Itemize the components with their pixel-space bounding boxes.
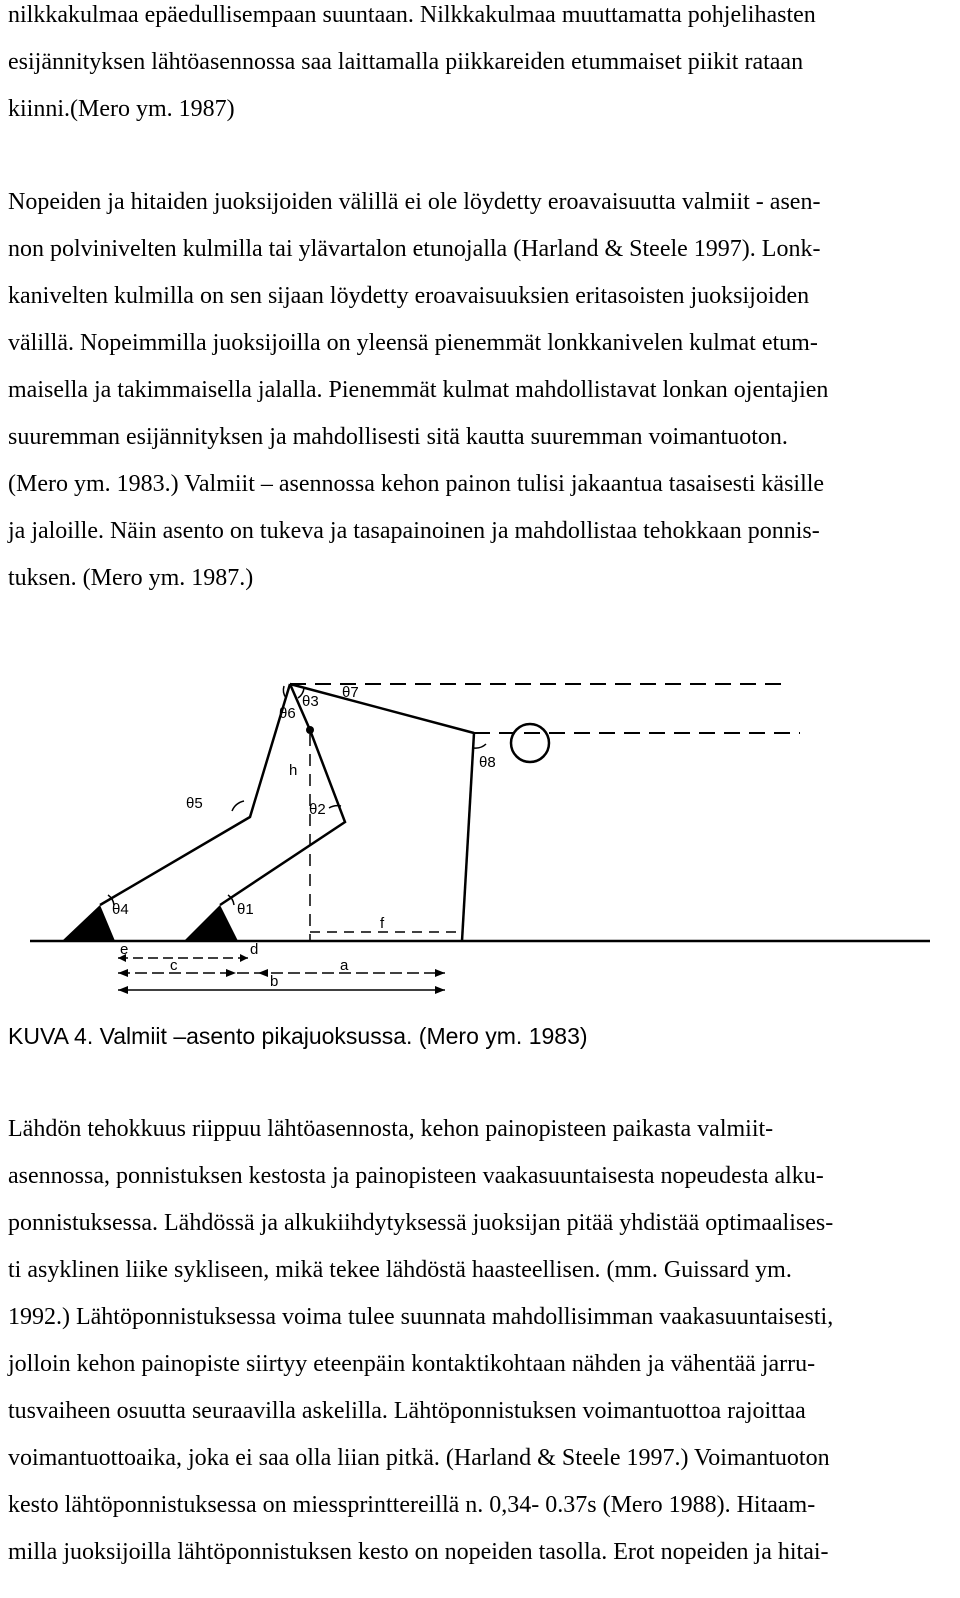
text-line: jolloin kehon painopiste siirtyy eteenpäin kontaktikohtaan nähden ja vähentää jarru-: [8, 1351, 816, 1377]
label-theta8: θ8: [479, 754, 496, 771]
label-h: h: [289, 762, 298, 779]
text-line: Nopeiden ja hitaiden juoksijoiden välillä ei ole löydetty eroavaisuutta valmiit - asen-: [8, 189, 821, 215]
text-line: (Mero ym. 1983.) Valmiit – asennossa kehon painon tulisi jakaantua tasaisesti käsille: [8, 471, 825, 497]
label-theta2: θ2: [309, 801, 326, 818]
label-theta1: θ1: [237, 901, 254, 918]
text-line: maisella ja takimmaisella jalalla. Pienemmät kulmat mahdollistavat lonkan ojentajien: [8, 377, 829, 403]
text-line: tuksen. (Mero ym. 1987.): [8, 565, 254, 591]
text-line: asennossa, ponnistuksen kestosta ja painopisteen vaakasuuntaisesta nopeudesta alku-: [8, 1163, 824, 1189]
figure-caption: KUVA 4. Valmiit –asento pikajuoksussa. (Mero ym. 1983): [8, 1023, 588, 1049]
label-c: c: [170, 957, 178, 974]
text-line: kiinni.(Mero ym. 1987): [8, 96, 235, 122]
rear-block: [62, 905, 115, 941]
text-line: voimantuottoaika, joka ei saa olla liian pitkä. (Harland & Steele 1997.) Voimantuoton: [8, 1445, 830, 1471]
text-line: tusvaiheen osuutta seuraavilla askelilla. Lähtöponnistuksen voimantuottoa rajoittaa: [8, 1398, 806, 1424]
label-d: d: [250, 941, 259, 958]
front-block: [184, 905, 238, 941]
label-e: e: [120, 941, 129, 958]
hip-point: [306, 726, 314, 734]
label-theta7: θ7: [342, 684, 359, 701]
label-theta3: θ3: [302, 693, 319, 710]
text-line: kesto lähtöponnistuksessa on miessprinttereillä n. 0,34- 0.37s (Mero 1988). Hitaam-: [8, 1492, 816, 1518]
head: [511, 724, 549, 762]
crouch-start-diagram: [0, 670, 960, 1010]
text-line: nilkkakulmaa epäedullisempaan suuntaan. Nilkkakulmaa muuttamatta pohjelihasten: [8, 2, 816, 28]
text-line: 1992.) Lähtöponnistuksessa voima tulee suunnata mahdollisimman vaakasuuntaisesti,: [8, 1304, 834, 1330]
label-theta6: θ6: [279, 705, 296, 722]
label-theta5: θ5: [186, 795, 203, 812]
label-theta4: θ4: [112, 901, 129, 918]
text-line: Lähdön tehokkuus riippuu lähtöasennosta, kehon painopisteen paikasta valmiit-: [8, 1116, 774, 1142]
label-b: b: [270, 973, 279, 990]
arm: [462, 733, 474, 941]
text-line: milla juoksijoilla lähtöponnistuksen kesto on nopeiden tasolla. Erot nopeiden ja hitai-: [8, 1539, 829, 1565]
text-line: suuremman esijännityksen ja mahdollisesti sitä kautta suuremman voimantuoton.: [8, 424, 788, 450]
text-line: ja jaloille. Näin asento on tukeva ja tasapainoinen ja mahdollistaa tehokkaan ponnis-: [8, 518, 820, 544]
text-line: ti asyklinen liike sykliseen, mikä tekee lähdöstä haasteellisen. (mm. Guissard ym.: [8, 1257, 792, 1283]
label-a: a: [340, 957, 349, 974]
text-line: non polvinivelten kulmilla tai ylävartalon etunojalla (Harland & Steele 1997). Lonk-: [8, 236, 821, 262]
text-line: ponnistuksessa. Lähdössä ja alkukiihdytyksessä juoksijan pitää yhdistää optimaalises-: [8, 1210, 834, 1236]
text-line: kanivelten kulmilla on sen sijaan löydetty eroavaisuuksien eritasoisten juoksijoiden: [8, 283, 810, 309]
text-line: esijännityksen lähtöasennossa saa laittamalla piikkareiden etummaiset piikit rataan: [8, 49, 804, 75]
text-line: välillä. Nopeimmilla juoksijoilla on yleensä pienemmät lonkkanivelen kulmat etum-: [8, 330, 818, 356]
label-f: f: [380, 915, 385, 932]
